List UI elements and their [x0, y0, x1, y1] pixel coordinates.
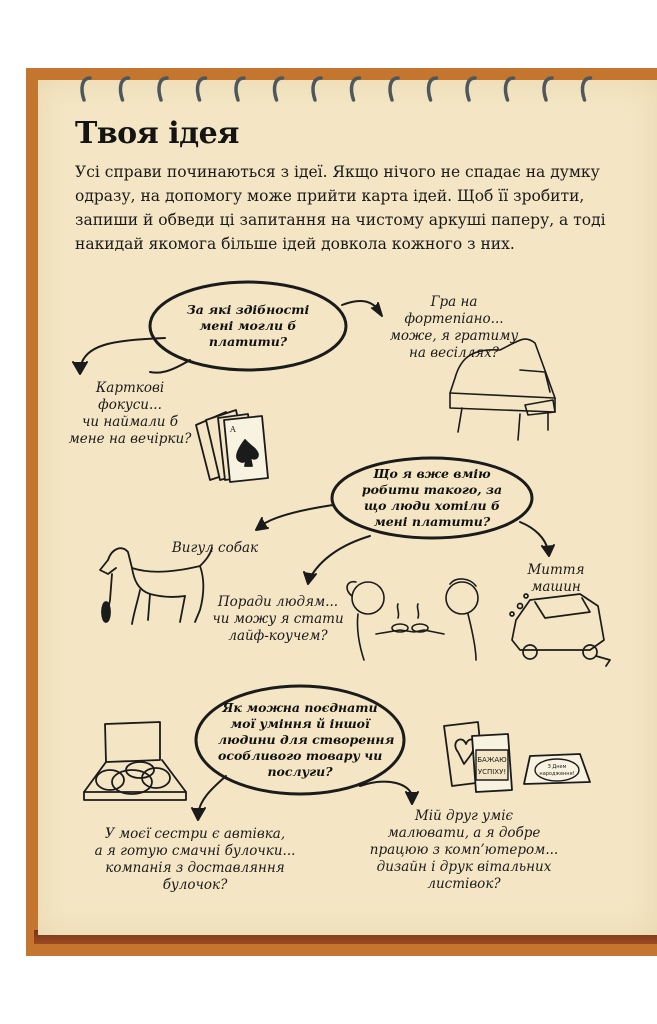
- idea-line: компанія з доставляння: [105, 860, 285, 876]
- idea-line: працюю з комп’ютером...: [369, 842, 559, 858]
- idea-car-wash: [516, 562, 596, 596]
- intro-line: накидай якомога більше ідей довкола кожного з них.: [75, 235, 515, 253]
- arrow-to-car-wash: [520, 522, 554, 556]
- idea-line: машин: [531, 579, 581, 595]
- idea-line: а я готую смачні булочки...: [94, 843, 296, 859]
- question-line: Що я вже вмію: [373, 466, 491, 481]
- question-line: робити такого, за: [361, 482, 503, 497]
- idea-dog-walking: [160, 540, 270, 557]
- idea-line: Миття: [527, 562, 585, 578]
- question-line: особливого товару чи: [218, 748, 383, 763]
- arrow-to-cards: [73, 338, 165, 374]
- idea-line: Вигул собак: [171, 540, 259, 556]
- idea-line: на весіллях?: [409, 345, 499, 361]
- idea-line: Карткові: [95, 380, 165, 396]
- idea-line: У моєї сестри є автівка,: [104, 826, 286, 842]
- card-success-line-1: БАЖАЮ: [477, 756, 507, 764]
- idea-line: фокуси...: [98, 397, 162, 413]
- arrow-to-greeting-cards: [360, 782, 418, 804]
- question-line: За які здібності: [186, 302, 310, 317]
- arrow-to-advice: [304, 536, 370, 584]
- idea-line: дизайн і друк вітальних: [376, 859, 552, 875]
- washed-car-icon: [510, 594, 610, 666]
- idea-life-coach: [208, 594, 348, 645]
- question-line: що люди хотіли б: [363, 498, 501, 513]
- idea-line: булочок?: [162, 877, 228, 893]
- idea-line: фортепіано...: [404, 311, 504, 327]
- idea-line: може, я гратиму: [389, 328, 519, 344]
- intro-line: одразу, на допомогу може прийти карта ідей. Щоб її зробити,: [75, 187, 585, 205]
- idea-line: Гра на: [430, 294, 478, 310]
- ace-label: A: [230, 425, 236, 434]
- intro-line: Усі справи починаються з ідеї. Якщо нічого не спадає на думку: [75, 163, 600, 181]
- idea-piano: [384, 294, 524, 362]
- bun-box-icon: [84, 722, 186, 800]
- idea-line: Мій друг уміє: [414, 808, 514, 824]
- idea-line: лайф-коучем?: [228, 628, 328, 644]
- question-2-text: [352, 466, 512, 530]
- greeting-cards-icon: [444, 722, 590, 792]
- question-line: платити?: [208, 334, 288, 349]
- question-line: мої уміння й іншої: [230, 716, 370, 731]
- idea-line: листівок?: [427, 876, 501, 892]
- idea-line: Поради людям...: [217, 594, 339, 610]
- intro-line: запиши й обведи ці запитання на чистому аркуші паперу, а тоді: [75, 211, 606, 229]
- question-line: мені могли б: [199, 318, 297, 333]
- two-people-coffee-icon: [347, 579, 478, 660]
- arrow-to-piano: [342, 301, 382, 316]
- idea-card-tricks: [60, 380, 200, 448]
- question-3-text: [218, 700, 395, 780]
- dog-with-leash-icon: [100, 548, 212, 624]
- idea-bun-delivery: [90, 826, 300, 894]
- card-success-line-2: УСПІХУ!: [477, 768, 507, 776]
- question-1-text: [180, 302, 316, 350]
- idea-greeting-cards: [364, 808, 564, 893]
- question-line: мені платити?: [373, 514, 491, 529]
- question-line: Як можна поєднати: [222, 700, 378, 715]
- question-line: людини для створення: [218, 732, 395, 747]
- card-birthday-line-1: З Днем: [547, 764, 567, 770]
- idea-line: чи можу я стати: [212, 611, 344, 627]
- arrow-to-dog-walking: [256, 505, 333, 530]
- card-birthday-line-2: народження!: [539, 771, 575, 777]
- question-line: послуги?: [267, 764, 333, 779]
- idea-line: чи наймали б: [81, 414, 179, 430]
- idea-line: малювати, а я добре: [387, 825, 541, 841]
- page-title: Твоя ідея: [75, 116, 239, 151]
- idea-line: мене на вечірки?: [68, 431, 192, 447]
- playing-cards-icon: [196, 410, 268, 482]
